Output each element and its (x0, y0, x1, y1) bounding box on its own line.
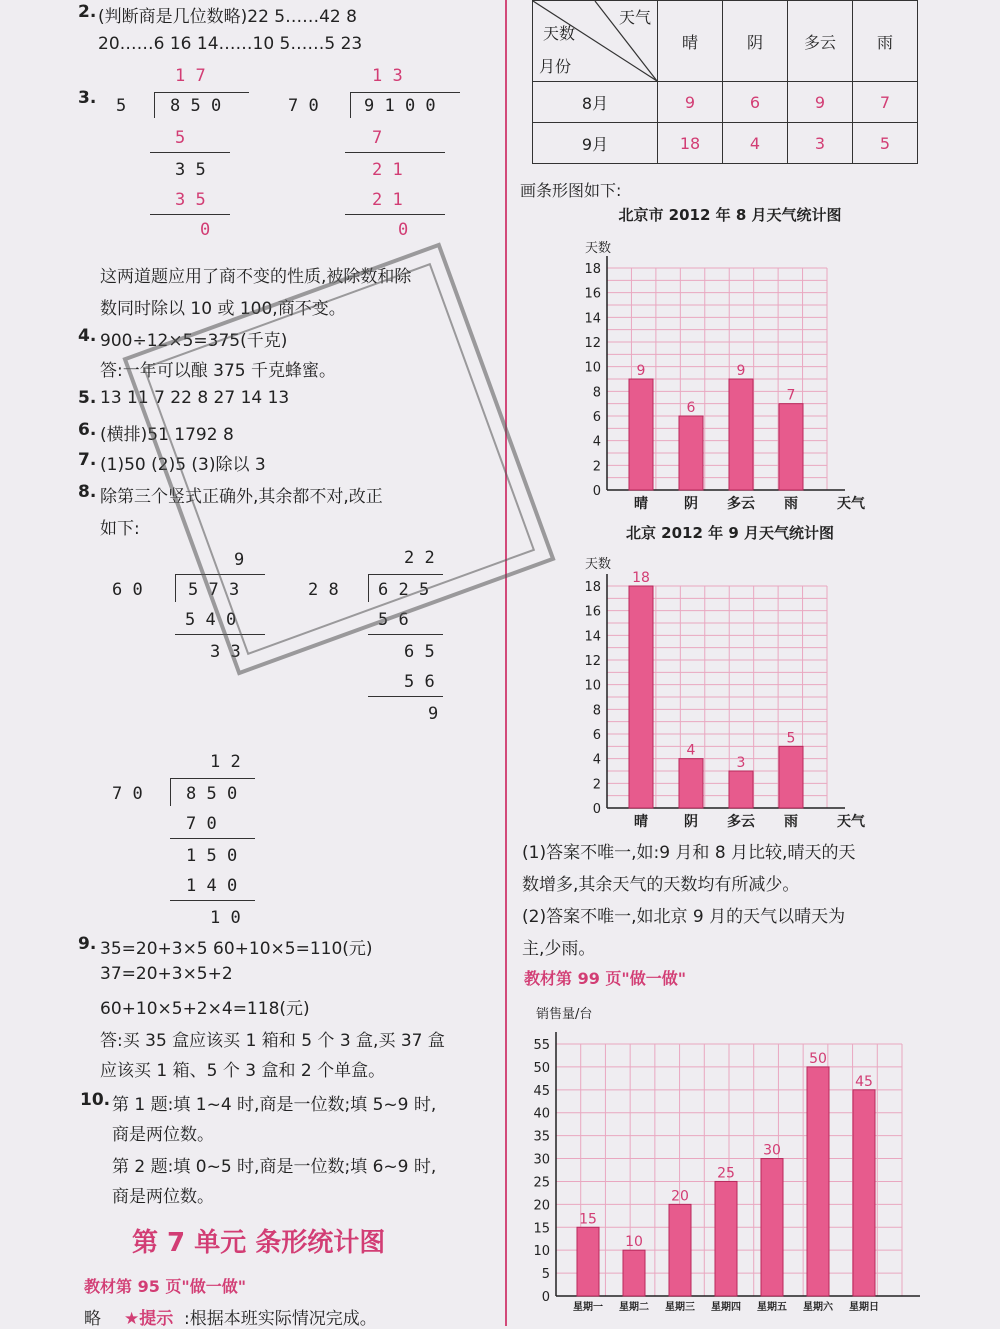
y-tick-label: 10 (584, 360, 601, 376)
header-cloudy: 多云 (788, 1, 853, 82)
bar (779, 746, 803, 808)
bar (669, 1204, 691, 1296)
q3-note-line2: 数同时除以 10 或 100,商不变。 (100, 299, 346, 319)
x-tick-label: 雨 (784, 496, 798, 512)
y-tick-label: 12 (584, 654, 601, 669)
weather-table (532, 0, 918, 164)
q7-number: 7. (78, 450, 97, 470)
y-tick-label: 30 (533, 1152, 550, 1168)
remainder2: 1 0 (210, 908, 241, 928)
data-label: 18 (632, 570, 650, 586)
remainder1: 6 5 (404, 642, 435, 662)
y-tick-label: 35 (533, 1129, 550, 1145)
answer2-line1: (2)答案不唯一,如北京 9 月的天气以晴天为 (522, 907, 846, 927)
y-tick-label: 16 (584, 604, 601, 620)
answer2-line2: 主,少雨。 (522, 939, 596, 959)
q5-number: 5. (78, 388, 97, 408)
dividend: 5 7 3 (188, 580, 240, 600)
q5-answers: 13 11 7 22 8 27 14 13 (100, 388, 290, 408)
y-tick-label: 25 (533, 1175, 550, 1191)
y-tick-label: 4 (592, 434, 601, 450)
hint-label: ★提示 (124, 1309, 174, 1329)
divisor: 6 0 (112, 580, 143, 600)
dividend: 8 5 0 (170, 96, 222, 116)
q10-number: 10. (80, 1090, 111, 1110)
y-axis-label: 天数 (585, 557, 612, 572)
y-tick-label: 55 (533, 1038, 550, 1053)
table-cell: 18 (658, 123, 723, 164)
dividend: 8 5 0 (186, 784, 238, 804)
x-tick-label: 多云 (727, 814, 755, 830)
data-label: 9 (736, 363, 746, 379)
corner-days-label: 天数 (543, 24, 576, 43)
y-axis-label: 天数 (585, 241, 612, 256)
table-cell: 6 (723, 82, 788, 123)
data-label: 25 (717, 1165, 735, 1182)
q3-note-line1: 这两道题应用了商不变的性质,被除数和除 (100, 267, 412, 287)
quotient: 1 7 (175, 66, 206, 86)
q10-line1: 第 1 题:填 1~4 时,商是一位数;填 5~9 时, (112, 1095, 437, 1115)
y-tick-label: 8 (592, 703, 601, 719)
data-label: 3 (736, 755, 746, 771)
x-tick-label: 晴 (634, 496, 648, 512)
x-axis-label: 天气 (837, 814, 865, 830)
divisor: 7 0 (112, 784, 143, 804)
bar (629, 379, 653, 490)
y-tick-label: 5 (541, 1267, 550, 1283)
divisor: 5 (116, 96, 127, 116)
step2: 5 6 (404, 672, 435, 692)
q2-line1: (判断商是几位数略)22 5……42 8 (98, 7, 357, 27)
bar (629, 586, 653, 808)
q9-number: 9. (78, 934, 97, 954)
dividend: 9 1 0 0 (364, 96, 436, 116)
data-label: 45 (855, 1073, 873, 1090)
step1: 5 (175, 128, 186, 148)
x-axis-label: 天气 (837, 496, 865, 512)
answer1-line1: (1)答案不唯一,如:9 月和 8 月比较,晴天的天 (522, 843, 856, 863)
step2: 2 1 (372, 190, 403, 210)
y-tick-label: 0 (541, 1290, 550, 1305)
header-rain: 雨 (853, 1, 918, 82)
step2: 3 5 (175, 190, 206, 210)
quotient: 1 2 (210, 752, 241, 772)
y-tick-label: 50 (533, 1060, 550, 1076)
data-label: 9 (636, 363, 646, 379)
q4-number: 4. (78, 326, 97, 346)
q4-line1: 900÷12×5=375(千克) (100, 331, 288, 351)
data-label: 4 (686, 742, 696, 759)
remainder1: 1 5 0 (186, 846, 238, 866)
y-tick-label: 45 (533, 1083, 550, 1099)
dividend: 6 2 5 (378, 580, 430, 600)
q2-line2: 20……6 16 14……10 5……5 23 (98, 34, 363, 54)
quotient: 9 (234, 550, 245, 570)
data-label: 7 (786, 387, 796, 404)
y-tick-label: 10 (533, 1244, 550, 1260)
table-cell: 5 (853, 123, 918, 164)
corner-month-label: 月份 (539, 57, 572, 76)
table-cell: 3 (788, 123, 853, 164)
q3-number: 3. (78, 88, 97, 108)
y-axis-label: 销售量/台 (536, 1007, 593, 1022)
step2: 1 4 0 (186, 876, 238, 896)
table-cell: 4 (723, 123, 788, 164)
unit-title: 第 7 单元 条形统计图 (132, 1228, 386, 1258)
data-label: 15 (579, 1211, 597, 1228)
bar (679, 416, 703, 490)
x-tick-label: 星期六 (803, 1302, 833, 1313)
q10-line2: 商是两位数。 (112, 1125, 214, 1145)
x-tick-label: 晴 (634, 814, 648, 830)
chart-august-weather (515, 198, 895, 516)
y-tick-label: 12 (584, 336, 601, 351)
corner-weather-label: 天气 (618, 8, 651, 27)
bar (807, 1067, 829, 1296)
q6-answers: (横排)51 1792 8 (100, 425, 234, 445)
remainder2: 9 (428, 704, 439, 724)
column-divider (505, 0, 507, 1326)
quotient: 2 2 (404, 548, 435, 568)
chart-september-weather (515, 516, 895, 834)
q2-number: 2. (78, 2, 97, 22)
data-label: 20 (671, 1188, 689, 1205)
y-tick-label: 0 (592, 484, 601, 499)
q9-line4: 答:买 35 盒应该买 1 箱和 5 个 3 盒,买 37 盒 (100, 1031, 445, 1051)
bar (679, 759, 703, 808)
x-tick-label: 雨 (784, 814, 798, 830)
y-tick-label: 8 (592, 385, 601, 401)
q9-line1: 35=20+3×5 60+10×5=110(元) (100, 939, 373, 959)
y-tick-label: 18 (584, 580, 601, 595)
textbook-p99-heading: 教材第 99 页"做一做" (524, 969, 687, 988)
header-sunny: 晴 (658, 1, 723, 82)
table-cell: 7 (853, 82, 918, 123)
y-tick-label: 10 (584, 678, 601, 694)
y-tick-label: 20 (533, 1198, 550, 1214)
y-tick-label: 15 (533, 1221, 550, 1237)
remainder1: 3 3 (210, 642, 241, 662)
q8-line1: 除第三个竖式正确外,其余都不对,改正 (100, 487, 383, 507)
x-tick-label: 星期日 (849, 1302, 879, 1313)
remainder1: 3 5 (175, 160, 206, 180)
remainder2: 0 (398, 220, 409, 240)
bar (779, 404, 803, 490)
y-tick-label: 4 (592, 752, 601, 768)
y-tick-label: 40 (533, 1106, 550, 1122)
chart-title: 北京市 2012 年 8 月天气统计图 (618, 206, 842, 224)
y-tick-label: 6 (592, 728, 601, 743)
q7-answers: (1)50 (2)5 (3)除以 3 (100, 455, 266, 475)
q9-line3: 60+10×5+2×4=118(元) (100, 999, 310, 1019)
chart-title: 北京 2012 年 9 月天气统计图 (625, 524, 835, 542)
data-label: 6 (686, 400, 696, 416)
data-label: 5 (786, 730, 796, 747)
header-overcast: 阴 (723, 1, 788, 82)
remainder1: 2 1 (372, 160, 403, 180)
bar (577, 1227, 599, 1296)
y-tick-label: 18 (584, 262, 601, 277)
q6-number: 6. (78, 420, 97, 440)
chart-weekly-sales (510, 998, 1000, 1324)
divisor: 2 8 (308, 580, 339, 600)
q4-line2: 答:一年可以酿 375 千克蜂蜜。 (100, 361, 336, 381)
q10-line3: 第 2 题:填 0~5 时,商是一位数;填 6~9 时, (112, 1157, 437, 1177)
q8-line2: 如下: (100, 519, 140, 539)
y-tick-label: 0 (592, 802, 601, 817)
step1: 5 6 (378, 610, 409, 630)
remainder2: 0 (200, 220, 211, 240)
bar (729, 379, 753, 490)
data-label: 30 (763, 1142, 781, 1159)
quotient: 1 3 (372, 66, 403, 86)
bar (729, 771, 753, 808)
x-tick-label: 星期三 (665, 1302, 695, 1313)
bar (853, 1090, 875, 1296)
x-tick-label: 阴 (684, 814, 698, 830)
q9-line2: 37=20+3×5+2 (100, 964, 233, 984)
data-label: 10 (625, 1234, 643, 1251)
table-cell: 9 (658, 82, 723, 123)
x-tick-label: 星期一 (573, 1302, 603, 1313)
bar (623, 1250, 645, 1296)
q10-line4: 商是两位数。 (112, 1187, 214, 1207)
table-corner-cell (533, 1, 658, 82)
q8-number: 8. (78, 482, 97, 502)
divisor: 7 0 (288, 96, 319, 116)
y-tick-label: 14 (584, 629, 601, 645)
bar (715, 1181, 737, 1296)
x-tick-label: 多云 (727, 496, 755, 512)
row-month: 8月 (533, 82, 658, 123)
chart-intro: 画条形图如下: (520, 181, 622, 200)
answer1-line2: 数增多,其余天气的天数均有所减少。 (522, 875, 800, 895)
table-cell: 9 (788, 82, 853, 123)
row-month: 9月 (533, 123, 658, 164)
hint-text: :根据本班实际情况完成。 (184, 1309, 377, 1329)
data-label: 50 (809, 1050, 827, 1067)
step1: 5 4 0 (185, 610, 237, 630)
step1: 7 0 (186, 814, 217, 834)
bar (761, 1159, 783, 1296)
x-tick-label: 阴 (684, 496, 698, 512)
y-tick-label: 2 (592, 777, 601, 793)
y-tick-label: 2 (592, 459, 601, 475)
textbook-p95-heading: 教材第 95 页"做一做" (84, 1277, 247, 1296)
x-tick-label: 星期二 (619, 1302, 649, 1313)
step1: 7 (372, 128, 383, 148)
x-tick-label: 星期四 (711, 1302, 741, 1313)
y-tick-label: 6 (592, 410, 601, 425)
y-tick-label: 16 (584, 286, 601, 302)
q9-line5: 应该买 1 箱、5 个 3 盒和 2 个单盒。 (100, 1061, 386, 1081)
x-tick-label: 星期五 (757, 1302, 787, 1313)
y-tick-label: 14 (584, 311, 601, 327)
p95-answer: 略 (84, 1309, 101, 1329)
